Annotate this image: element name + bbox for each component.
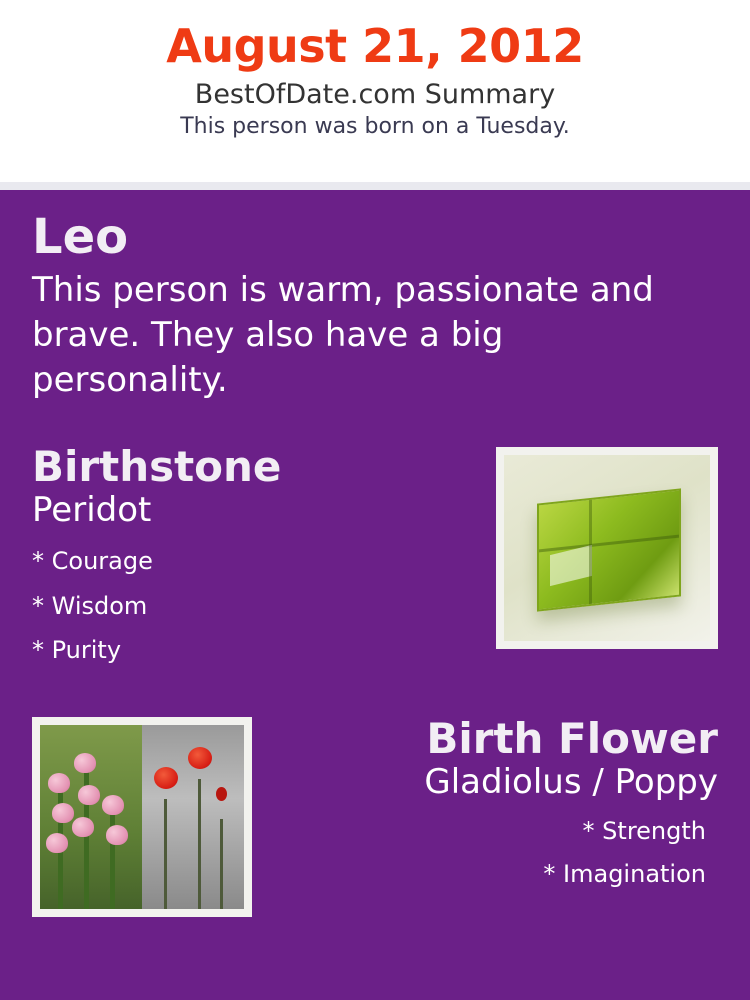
header <box>0 0 750 182</box>
poppy-bud <box>216 787 227 801</box>
flower-photo-inner <box>40 725 244 909</box>
birthflower-section <box>32 714 718 932</box>
gladiolus-bloom <box>74 753 96 773</box>
poppy-stem <box>164 799 167 909</box>
birthstone-trait: * Courage <box>32 547 153 576</box>
birthstone-trait: * Wisdom <box>32 591 148 620</box>
content-panel <box>0 190 750 1000</box>
page-title: August 21, 2012 <box>166 19 584 73</box>
birthstone-trait: * Purity <box>32 635 122 664</box>
poppy-stem <box>198 779 201 909</box>
gladiolus-bloom <box>78 785 100 805</box>
zodiac-sign-name: Leo <box>32 209 129 265</box>
birthflower-name: Gladiolus / Poppy <box>424 762 718 803</box>
gem-shape-icon <box>537 488 681 611</box>
poppy-bloom <box>188 747 212 769</box>
birthflower-trait: * Strength <box>582 817 706 846</box>
birthflower-trait: * Imagination <box>543 859 706 888</box>
gladiolus-bloom <box>52 803 74 823</box>
gladiolus-bloom <box>46 833 68 853</box>
gladiolus-bloom <box>48 773 70 793</box>
gladiolus-and-poppy-photo <box>32 717 252 917</box>
poppy-photo-half <box>142 725 244 909</box>
header-divider <box>0 182 750 190</box>
poppy-stem <box>220 819 223 909</box>
birthstone-section <box>32 442 718 675</box>
birthflower-traits <box>284 818 718 887</box>
birthstone-name: Peridot <box>32 490 152 531</box>
birthflower-heading: Birth Flower <box>426 714 718 764</box>
gem-facet-highlight <box>550 545 592 587</box>
zodiac-description: This person is warm, passionate and brave. They also have a big personality. <box>32 270 654 401</box>
gladiolus-stem <box>110 809 115 909</box>
birthflower-text <box>284 714 718 888</box>
peridot-photo-inner <box>504 455 710 641</box>
gladiolus-photo-half <box>40 725 142 909</box>
birthstone-heading: Birthstone <box>32 442 282 492</box>
gladiolus-bloom <box>102 795 124 815</box>
birth-weekday-note: This person was born on a Tuesday. <box>180 114 570 140</box>
gladiolus-bloom <box>106 825 128 845</box>
site-summary-label: BestOfDate.com Summary <box>194 78 556 110</box>
peridot-gemstone-photo <box>496 447 718 649</box>
poppy-bloom <box>154 767 178 789</box>
gladiolus-bloom <box>72 817 94 837</box>
